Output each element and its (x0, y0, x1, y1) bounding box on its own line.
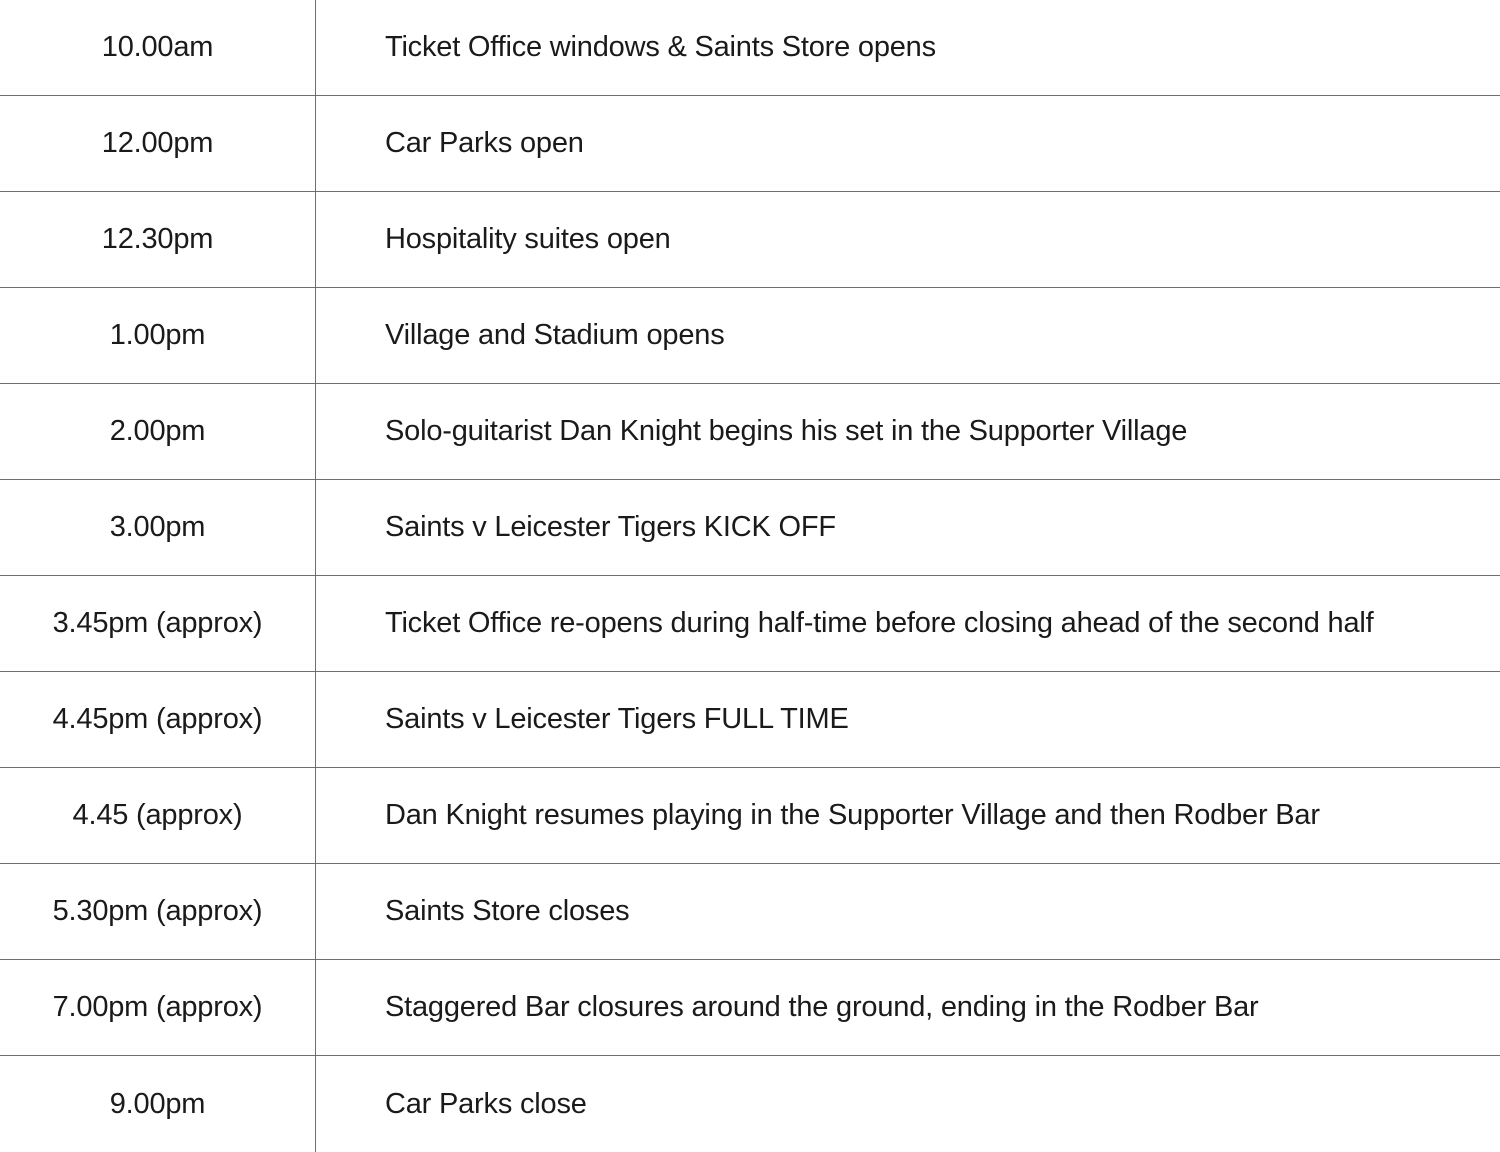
table-row (0, 672, 1500, 768)
event-cell: Dan Knight resumes playing in the Supporter Village and then Rodber Bar (385, 799, 1320, 831)
table-row (0, 864, 1500, 960)
event-cell: Solo-guitarist Dan Knight begins his set in the Supporter Village (385, 415, 1188, 447)
event-cell: Car Parks open (385, 127, 584, 159)
time-cell: 12.00pm (0, 96, 316, 191)
event-cell: Car Parks close (385, 1087, 587, 1120)
table-row (0, 1056, 1500, 1152)
time-cell: 12.30pm (0, 192, 316, 287)
time-cell: 10.00am (0, 0, 316, 95)
table-row (0, 288, 1500, 384)
table-row (0, 192, 1500, 288)
event-cell: Saints v Leicester Tigers FULL TIME (385, 703, 849, 735)
table-row (0, 576, 1500, 672)
time-cell: 2.00pm (0, 384, 316, 479)
event-cell: Ticket Office re-opens during half-time before closing ahead of the second half (385, 607, 1374, 639)
table-row (0, 480, 1500, 576)
time-cell: 4.45pm (approx) (0, 672, 316, 767)
table-row (0, 0, 1500, 96)
time-cell: 9.00pm (0, 1056, 316, 1152)
event-cell: Saints v Leicester Tigers KICK OFF (385, 511, 836, 543)
event-cell: Staggered Bar closures around the ground, ending in the Rodber Bar (385, 991, 1259, 1023)
event-cell: Hospitality suites open (385, 223, 671, 255)
table-row (0, 768, 1500, 864)
time-cell: 3.45pm (approx) (0, 576, 316, 671)
event-cell: Saints Store closes (385, 895, 630, 927)
time-cell: 1.00pm (0, 288, 316, 383)
event-cell: Village and Stadium opens (385, 319, 725, 351)
time-cell: 3.00pm (0, 480, 316, 575)
time-cell: 5.30pm (approx) (0, 864, 316, 959)
time-cell: 7.00pm (approx) (0, 960, 316, 1055)
event-cell: Ticket Office windows & Saints Store opens (385, 31, 936, 63)
table-row (0, 960, 1500, 1056)
time-cell: 4.45 (approx) (0, 768, 316, 863)
table-row (0, 96, 1500, 192)
table-row (0, 384, 1500, 480)
